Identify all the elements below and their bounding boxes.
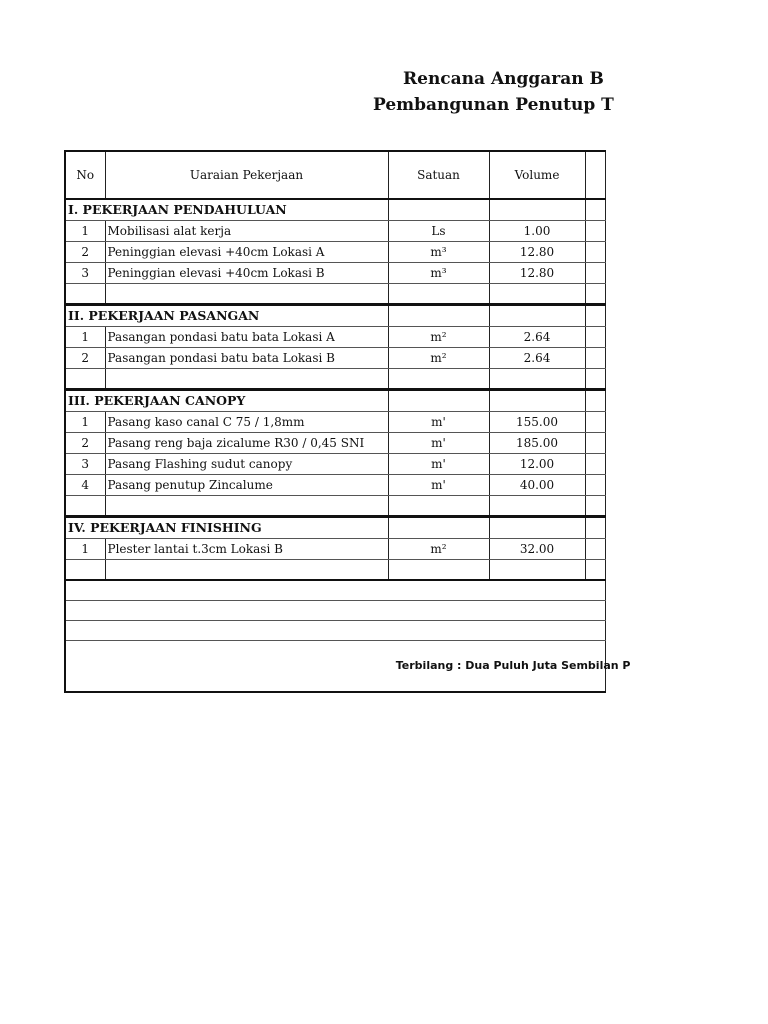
document-title: Rencana Anggaran B [403,69,604,89]
total-row [65,621,605,641]
item-unit: m' [388,475,489,496]
item-unit: m² [388,348,489,369]
item-no: 1 [65,412,105,433]
item-volume: 185.00 [489,433,585,454]
table-row [65,348,605,369]
item-description: Pasang penutup Zincalume [105,475,388,496]
item-description: Mobilisasi alat kerja [105,221,388,242]
item-unit: m' [388,433,489,454]
item-no: 2 [65,242,105,263]
item-volume: 12.80 [489,263,585,284]
section-row [65,517,605,539]
blank-row [65,284,605,305]
item-description: Plester lantai t.3cm Lokasi B [105,539,388,560]
item-unit: Ls [388,221,489,242]
item-no: 2 [65,433,105,454]
section-row [65,199,605,221]
header-description: Uaraian Pekerjaan [105,151,388,199]
budget-table-sheet [64,150,631,672]
header-cut-off [585,151,605,199]
table-row [65,221,605,242]
blank-row [65,369,605,390]
table-row [65,242,605,263]
budget-table [64,150,631,693]
item-description: Pasang Flashing sudut canopy [105,454,388,475]
item-no: 1 [65,327,105,348]
item-unit: m³ [388,263,489,284]
terbilang-row [65,641,605,693]
item-description: Peninggian elevasi +40cm Lokasi B [105,263,388,284]
total-row [65,601,605,621]
table-row [65,412,605,433]
item-description: Pasangan pondasi batu bata Lokasi B [105,348,388,369]
item-no: 1 [65,221,105,242]
table-row [65,539,605,560]
item-no: 3 [65,454,105,475]
item-volume: 12.00 [489,454,585,475]
blank-row [65,560,605,581]
item-unit: m² [388,539,489,560]
item-no: 3 [65,263,105,284]
blank-row [65,496,605,517]
header-volume: Volume [489,151,585,199]
header-no: No [65,151,105,199]
item-volume: 12.80 [489,242,585,263]
total-row [65,580,605,601]
item-volume: 40.00 [489,475,585,496]
item-unit: m' [388,412,489,433]
table-header-row [65,151,605,199]
item-description: Pasang kaso canal C 75 / 1,8mm [105,412,388,433]
item-volume: 155.00 [489,412,585,433]
header-unit: Satuan [388,151,489,199]
document-subtitle: Pembangunan Penutup T [373,95,614,115]
item-unit: m' [388,454,489,475]
table-row [65,454,605,475]
section-title: IV. PEKERJAAN FINISHING [65,517,388,539]
table-row [65,327,605,348]
section-row [65,390,605,412]
item-description: Peninggian elevasi +40cm Lokasi A [105,242,388,263]
item-volume: 2.64 [489,327,585,348]
item-no: 1 [65,539,105,560]
section-title: I. PEKERJAAN PENDAHULUAN [65,199,388,221]
item-volume: 2.64 [489,348,585,369]
item-unit: m² [388,327,489,348]
table-row [65,475,605,496]
item-volume: 1.00 [489,221,585,242]
item-volume: 32.00 [489,539,585,560]
item-no: 4 [65,475,105,496]
section-title: III. PEKERJAAN CANOPY [65,390,388,412]
item-description: Pasang reng baja zicalume R30 / 0,45 SNI [105,433,388,454]
section-row [65,305,605,327]
item-description: Pasangan pondasi batu bata Lokasi A [105,327,388,348]
item-unit: m³ [388,242,489,263]
table-row [65,263,605,284]
item-no: 2 [65,348,105,369]
table-row [65,433,605,454]
terbilang-text: Terbilang : Dua Puluh Juta Sembilan P [395,659,631,672]
section-title: II. PEKERJAAN PASANGAN [65,305,388,327]
